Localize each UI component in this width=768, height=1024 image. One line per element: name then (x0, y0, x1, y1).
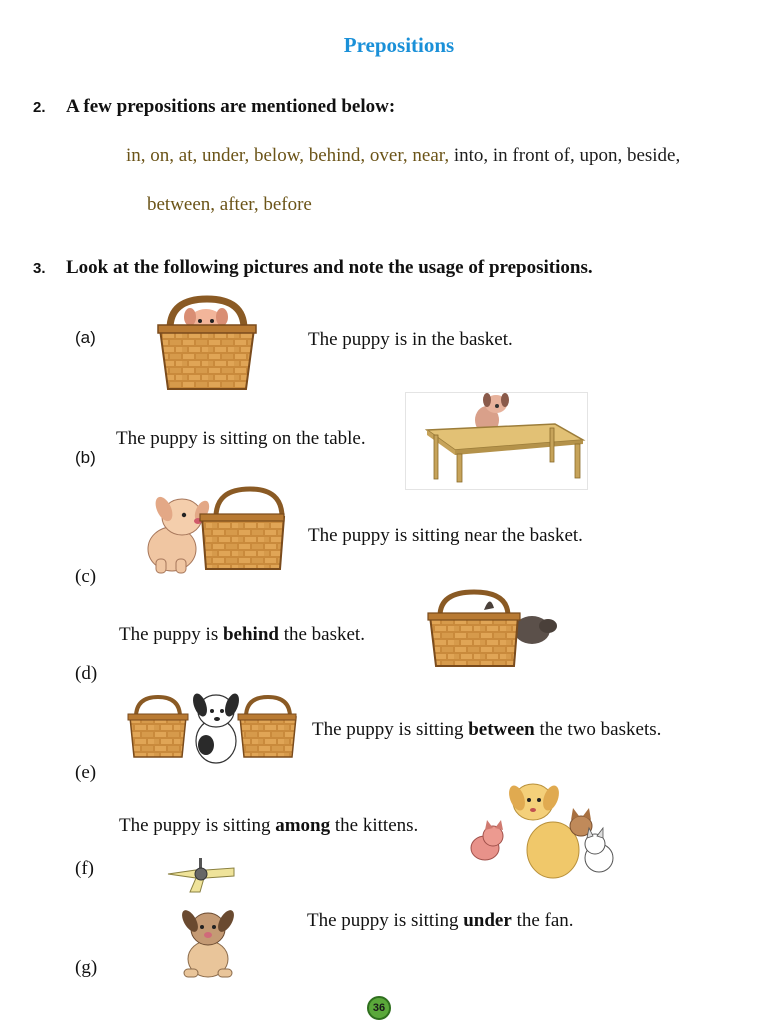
ceiling-fan-image (166, 858, 236, 894)
item-g-label: (g) (75, 957, 98, 978)
item-g-text: The puppy is sitting (307, 910, 464, 931)
page-number: 36 (372, 1002, 386, 1014)
puppy-under-fan-image (176, 905, 240, 979)
item-e-bold: between (468, 719, 535, 740)
item-f-text-end: the kittens. (330, 815, 419, 836)
question-2-text: A few prepositions are mentioned below: (66, 96, 396, 117)
item-g-sentence (307, 909, 577, 932)
item-b-text: The puppy is sitting on the table. (116, 428, 366, 449)
item-c-text: The puppy is sitting near the basket. (308, 525, 583, 546)
item-f-sentence (119, 814, 418, 837)
item-b-sentence (116, 427, 366, 450)
item-g-bold: under (463, 910, 512, 931)
item-d-text: The puppy is (119, 624, 223, 645)
item-e-label: (e) (75, 762, 97, 783)
item-c-sentence (308, 524, 583, 547)
item-g-text-end: the fan. (511, 910, 574, 931)
item-a-text: The puppy is in the basket. (308, 329, 513, 350)
question-3-number: 3. (33, 260, 46, 277)
puppy-behind-basket-image (428, 590, 560, 670)
item-a-sentence (308, 328, 513, 351)
puppy-on-table-image (405, 392, 588, 490)
page-number-badge (367, 996, 391, 1020)
item-b-label: (b) (75, 448, 96, 467)
prepositions-line-1 (126, 145, 680, 167)
item-d-bold: behind (222, 624, 279, 645)
item-f-bold: among (275, 815, 331, 836)
question-2-number: 2. (33, 99, 46, 116)
puppy-in-basket-image (156, 297, 258, 393)
item-d-text-end: the basket. (278, 624, 365, 645)
question-3-text: Look at the following pictures and note the usage of prepositions. (66, 257, 593, 278)
item-c-label: (c) (75, 566, 97, 587)
item-d-sentence (119, 623, 365, 646)
puppy-among-kittens-image (463, 780, 621, 882)
item-e-text: The puppy is sitting (312, 719, 469, 740)
puppy-between-baskets-image (128, 689, 296, 765)
item-f-label: (f) (75, 858, 94, 879)
item-e-sentence (312, 718, 661, 741)
page-title: Prepositions (343, 33, 455, 57)
item-e-text-end: the two baskets. (534, 719, 662, 740)
prepositions-dark: into, in front of, upon, beside, (449, 145, 681, 166)
item-f-text: The puppy is sitting (119, 815, 276, 836)
prepositions-line-2: between, after, before (147, 194, 312, 215)
item-a-label: (a) (75, 328, 96, 347)
puppy-near-basket-image (134, 487, 284, 574)
item-d-label: (d) (75, 663, 98, 684)
prepositions-brown: in, on, at, under, below, behind, over, near, (126, 145, 450, 166)
